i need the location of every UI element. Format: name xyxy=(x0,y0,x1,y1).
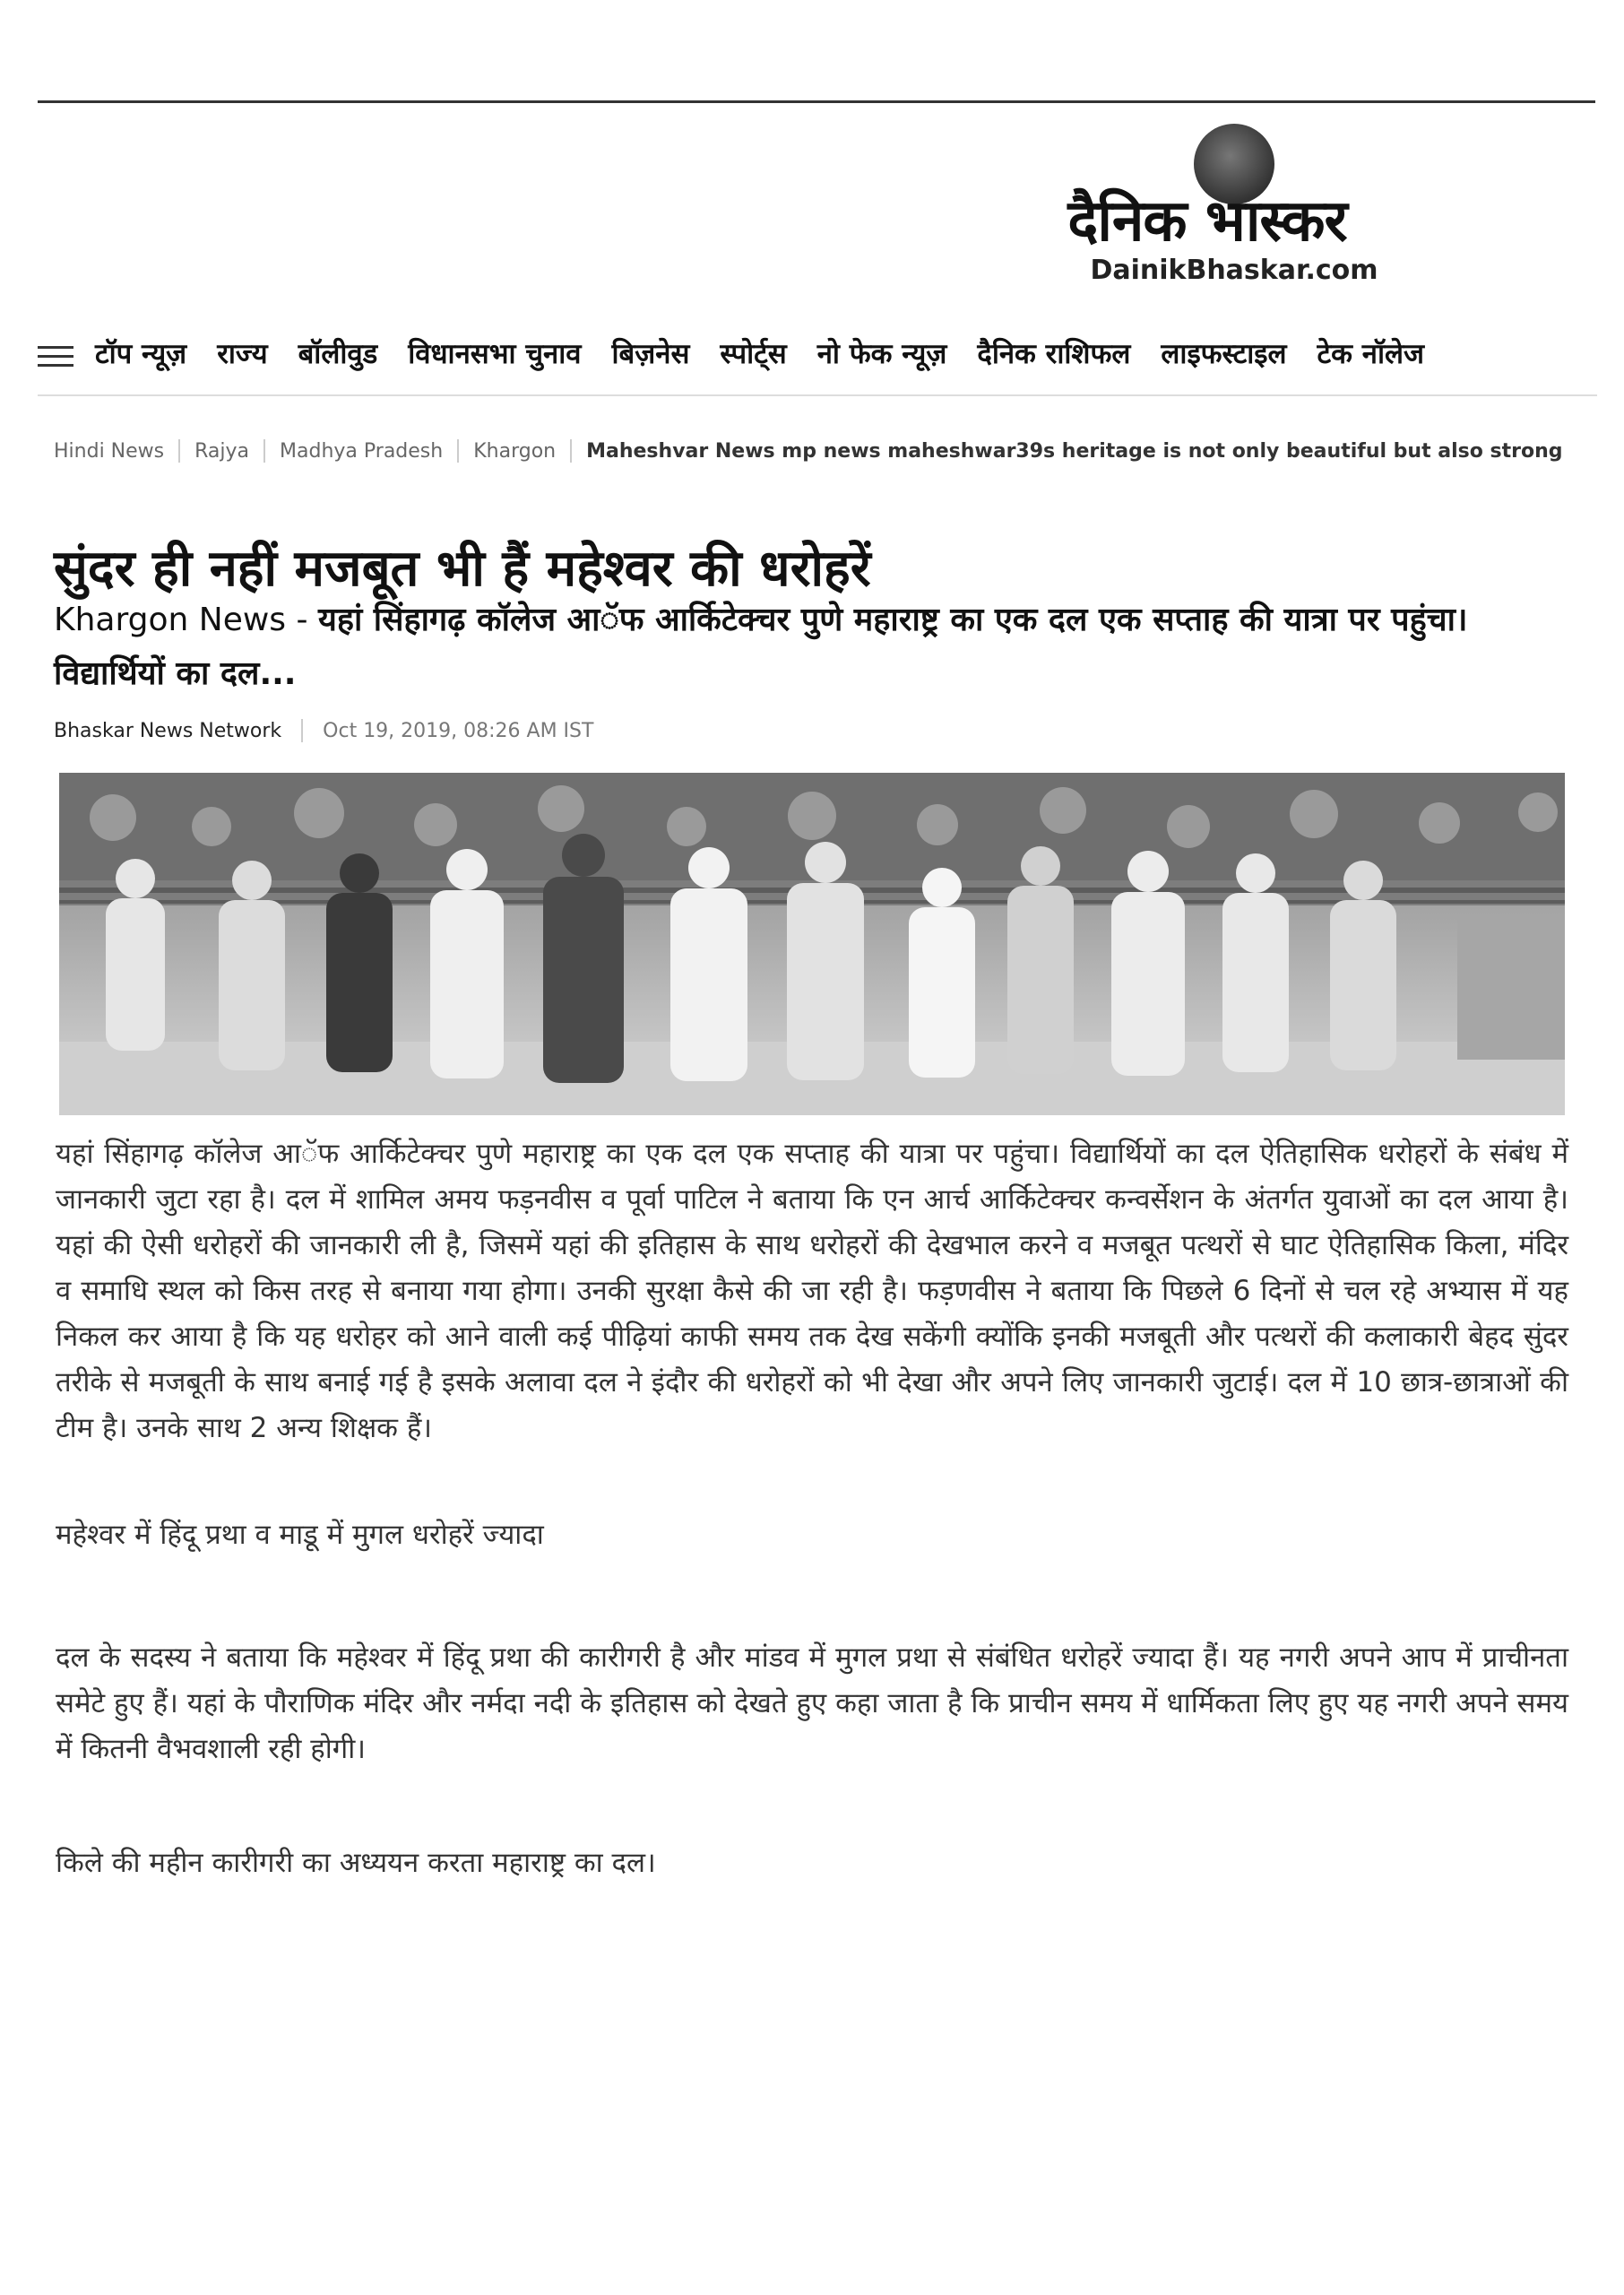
author-name[interactable]: Bhaskar News Network xyxy=(54,719,282,742)
photo-caption: किले की महीन कारीगरी का अध्ययन करता महाराष्ट्र का दल। xyxy=(56,1847,656,1879)
article-paragraph-2: दल के सदस्य ने बताया कि महेश्वर में हिंदू प्रथा की कारीगरी है और मांडव में मुगल प्रथा से संबंधित धरोहरें ज्यादा हैं। यह नगरी अपने आप में प्राचीनता समेटे हुए हैं। यहां के पौराणिक मंदिर और नर्मदा नदी के इतिहास को देखते हुए कहा जाता है कि प्राचीन समय में धार्मिकता लिए हुए यह नगरी अपने समय में कितनी वैभवशाली रही होगी। xyxy=(56,1641,1568,1765)
article-body xyxy=(56,1131,1568,1886)
article-kicker: Khargon News - xyxy=(54,602,318,638)
nav-item-tech[interactable]: टेक नॉलेज xyxy=(1317,338,1424,370)
logo-title: दैनिक भास्कर xyxy=(1067,188,1347,255)
breadcrumb-rajya[interactable]: Rajya xyxy=(194,439,250,463)
nav-item-rajya[interactable]: राज्य xyxy=(217,334,267,377)
nav-item-top-news[interactable]: टॉप न्यूज़ xyxy=(95,338,187,370)
breadcrumb-current: Maheshvar News mp news maheshwar39s heritage is not only beautiful but also strong xyxy=(586,439,1563,463)
byline-separator xyxy=(301,719,303,742)
breadcrumb-hindi-news[interactable]: Hindi News xyxy=(54,439,165,463)
article-paragraph-1: यहां सिंहागढ़ कॉलेज आॅफ आर्किटेक्चर पुणे महाराष्ट्र का एक दल एक सप्ताह की यात्रा पर पहुंचा। विद्यार्थियों का दल ऐतिहासिक धरोहरों के संबंध में जानकारी जुटा रहा है। दल में शामिल अमय फड़नवीस व पूर्वा पाटिल ने बताया कि एन आर्च आर्किटेक्चर कन्वर्सेशन के अंतर्गत युवाओं का दल आया है। यहां की ऐसी धरोहरों की जानकारी ली है, जिसमें यहां की इतिहास के साथ धरोहरों की देखभाल करने व मजबूत पत्थरों से घाट ऐतिहासिक किला, मंदिर व समाधि स्थल को किस तरह से बनाया गया होगा। उनकी सुरक्षा कैसे की जा रही है। फड़णवीस ने बताया कि पिछले 6 दिनों से चल रहे अभ्यास में यह निकल कर आया है कि यह धरोहर को आने वाली कई पीढ़ियां काफी समय तक देख सकेंगी क्योंकि इनकी मजबूती और पत्थरों की कलाकारी बेहद सुंदर तरीके से मजबूती के साथ बनाई गई है इसके अलावा दल ने इंदौर की धरोहरों को भी देखा और अपने लिए जानकारी जुटाई। दल में 10 छात्र-छात्राओं की टीम है। उनके साथ 2 अन्य शिक्षक हैं। xyxy=(56,1138,1568,1444)
nav-item-lifestyle[interactable]: लाइफस्टाइल xyxy=(1161,338,1287,370)
nav-item-elections[interactable]: विधानसभा चुनाव xyxy=(408,338,582,370)
group-photo-image xyxy=(59,773,1565,1115)
breadcrumb-separator xyxy=(457,439,459,463)
main-nav xyxy=(38,325,1597,387)
breadcrumb-madhya-pradesh[interactable]: Madhya Pradesh xyxy=(280,439,444,463)
nav-item-bollywood[interactable]: बॉलीवुड xyxy=(298,338,378,370)
article-photo xyxy=(59,773,1565,1115)
hamburger-menu-icon[interactable] xyxy=(38,344,73,368)
nav-item-business[interactable]: बिज़नेस xyxy=(611,338,690,370)
byline xyxy=(54,719,593,742)
nav-item-sports[interactable]: स्पोर्ट्स xyxy=(720,338,787,370)
logo-url: DainikBhaskar.com xyxy=(1090,255,1378,286)
nav-divider xyxy=(38,394,1597,396)
nav-item-rashifal[interactable]: दैनिक राशिफल xyxy=(977,338,1131,370)
breadcrumb-separator xyxy=(178,439,180,463)
article-summary xyxy=(54,593,1568,701)
publish-date: Oct 19, 2019, 08:26 AM IST xyxy=(323,719,594,742)
breadcrumb-khargon[interactable]: Khargon xyxy=(473,439,557,463)
article-headline: सुंदर ही नहीं मजबूत भी हैं महेश्वर की धरोहरें xyxy=(54,539,871,598)
breadcrumb xyxy=(54,439,1563,463)
breadcrumb-separator xyxy=(263,439,265,463)
top-divider xyxy=(38,100,1595,103)
breadcrumb-separator xyxy=(570,439,572,463)
article-lead: यहां सिंहागढ़ कॉलेज आॅफ आर्किटेक्चर पुणे महाराष्ट्र का एक दल एक सप्ताह की यात्रा पर पहुंचा। विद्यार्थियों का दल... xyxy=(54,602,1468,692)
nav-item-no-fake-news[interactable]: नो फेक न्यूज़ xyxy=(816,338,947,370)
article-subheading: महेश्वर में हिंदू प्रथा व माडू में मुगल धरोहरें ज्यादा xyxy=(56,1519,544,1551)
masthead-logo[interactable] xyxy=(1015,124,1400,294)
